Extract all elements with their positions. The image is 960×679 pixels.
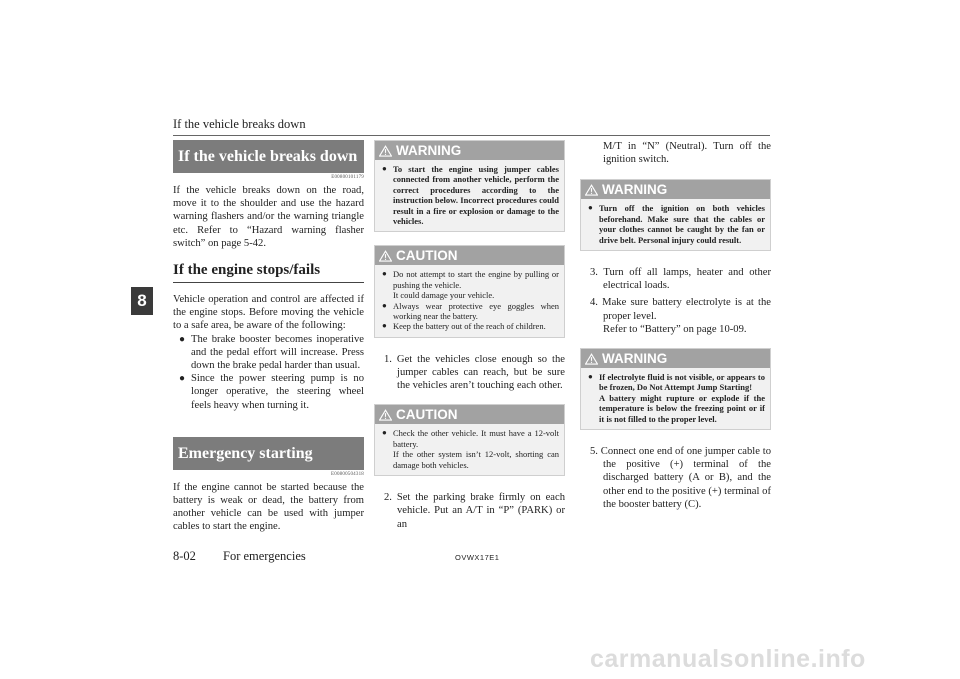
list-item: ● Do not attempt to start the engine by pulling or pushing the vehicle. It could damage your vehicle.	[382, 269, 559, 301]
bullet-icon: ●	[179, 333, 186, 345]
caution-box-2	[374, 404, 565, 476]
step-2-continued: M/T in “N” (Neutral). Turn off the ignition switch.	[603, 141, 771, 166]
warning-box	[374, 140, 565, 232]
list-item: ● If electrolyte fluid is not visible, or appears to be frozen, Do Not Attempt Jump Starting! A battery might rupture or explode if the temperature is below the freezing point or if it is not filled to the proper level.	[588, 372, 765, 424]
step-4: 4. Make sure battery electrolyte is at the proper level. Refer to “Battery” on page 10-09.	[590, 297, 771, 335]
caution-box	[374, 245, 565, 337]
header-rule	[173, 135, 770, 136]
engine-stops-intro: Vehicle operation and control are affected if the engine stops. Before moving the vehicle to a safe area, be aware of the following:	[173, 294, 364, 332]
emergency-paragraph: If the engine cannot be started because the battery is weak or dead, the battery from another vehicle can be used with jumper cables to start the engine.	[173, 481, 364, 533]
section-code: E00800504318	[331, 471, 364, 477]
list-item: ● Always wear protective eye goggles when working near the battery.	[382, 300, 559, 322]
chapter-title: For emergencies	[223, 549, 306, 563]
step-2: 2. Set the parking brake firmly on each vehicle. Put an A/T in “P” (PARK) or an	[384, 492, 565, 530]
step-5: 5. Connect one end of one jumper cable to the positive (+) terminal of the discharged battery (A or B), and the other end to the positive (+) terminal of the booster battery (C).	[590, 446, 771, 510]
steps-list	[580, 266, 771, 336]
warning-box-2	[580, 179, 771, 251]
bullet-icon: ●	[588, 203, 593, 213]
running-header: If the vehicle breaks down	[173, 117, 306, 131]
bullet-icon: ●	[382, 428, 387, 438]
warning-header: WARNING	[581, 180, 770, 199]
warning-triangle-icon	[585, 353, 598, 365]
subsection-title: If the engine stops/fails	[173, 262, 364, 283]
steps-list	[374, 491, 565, 531]
caution-triangle-icon	[379, 250, 392, 262]
list-item: ● To start the engine using jumper cables connected from another vehicle, perform the correct procedures according to the instruction below. Incorrect procedures could result in a fire or explosion or damage to the vehicles.	[382, 164, 559, 227]
warning-box-3	[580, 348, 771, 430]
warning-triangle-icon	[585, 184, 598, 196]
engine-stops-list	[173, 333, 364, 412]
caution-header: CAUTION	[375, 405, 564, 424]
step-3: 3. Turn off all lamps, heater and other electrical loads.	[590, 267, 771, 292]
bullet-icon: ●	[382, 164, 387, 173]
section-title-breakdown: If the vehicle breaks down	[173, 140, 364, 173]
list-item: ● Since the power steering pump is no longer operative, the steering wheel feels heavy when turning it.	[179, 373, 364, 411]
list-item: ● Turn off the ignition on both vehicles beforehand. Make sure that the cables or your clothes cannot be caught by the fan or drive belt. Personal injury could result.	[588, 203, 765, 245]
steps-list	[580, 445, 771, 511]
warning-triangle-icon	[379, 145, 392, 157]
step-1: 1. Get the vehicles close enough so the jumper cables can reach, but be sure the vehicles aren’t touching each other.	[384, 353, 565, 392]
watermark: carmanualsonline.info	[590, 645, 866, 673]
column-2	[374, 140, 565, 535]
section-code: E00800101179	[331, 175, 364, 180]
manual-code: OVWX17E1	[455, 553, 500, 562]
chapter-tab: 8	[131, 287, 153, 315]
warning-header: WARNING	[375, 141, 564, 160]
column-1	[173, 140, 364, 534]
bullet-icon: ●	[382, 321, 387, 331]
bullet-icon: ●	[179, 373, 186, 385]
bullet-icon: ●	[588, 372, 593, 382]
bullet-icon: ●	[382, 269, 387, 279]
page-number: 8-02	[173, 549, 196, 563]
column-3	[580, 140, 771, 515]
caution-triangle-icon	[379, 409, 392, 421]
section-title-emergency: Emergency starting	[173, 437, 364, 470]
breakdown-paragraph: If the vehicle breaks down on the road, move it to the shoulder and use the hazard warning flashers and/or the warning triangle etc. Refer to “Hazard warning flasher switch” on page 5-42.	[173, 185, 364, 249]
list-item: ● The brake booster becomes inoperative and the pedal effort will increase. Press down the brake pedal harder than usual.	[179, 333, 364, 372]
steps-list	[374, 353, 565, 393]
caution-header: CAUTION	[375, 246, 564, 265]
list-item: ● Check the other vehicle. It must have a 12-volt battery. If the other system isn’t 12-volt, shorting can damage both vehicles.	[382, 428, 559, 470]
warning-header: WARNING	[581, 349, 770, 368]
list-item: ● Keep the battery out of the reach of children.	[382, 321, 546, 332]
bullet-icon: ●	[382, 300, 387, 310]
